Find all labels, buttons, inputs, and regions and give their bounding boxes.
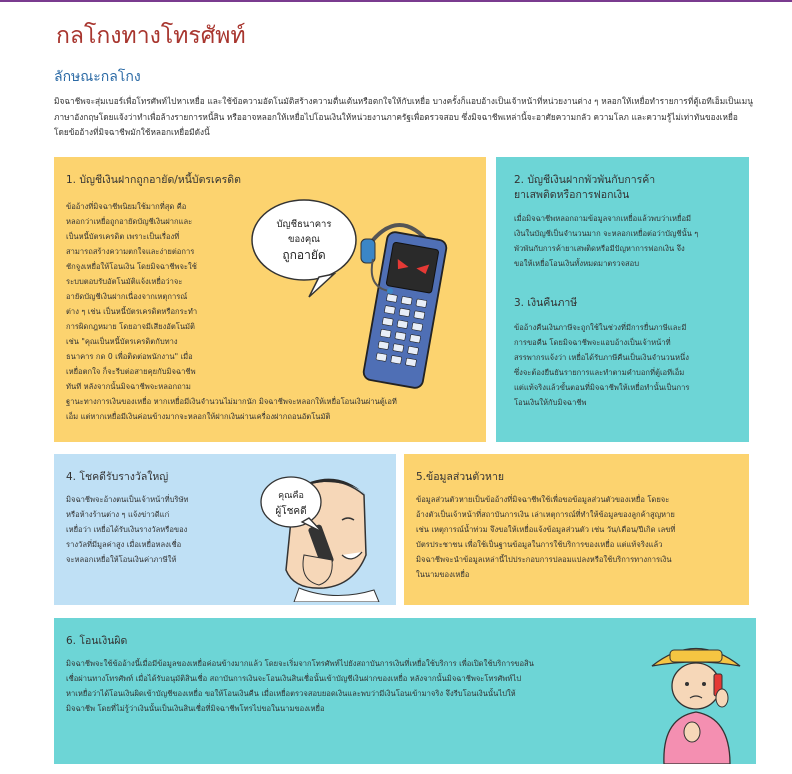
card-personal-data [404,454,749,605]
text-line: เมื่อมิจฉาชีพหลอกถามข้อมูลจากเหยื่อแล้วพบว่าเหยื่อมี [514,214,692,223]
text-line: ในนามของเหยื่อ [416,570,470,579]
text-line: มิจฉาชีพจะใช้ข้ออ้างนี้เมื่อมีข้อมูลของเหยื่อค่อนข้างมากแล้ว โดยจะเริ่มจากโทรศัพท์ไปยังสถาบันการเงินที่เหยื่อใช้บริการ เพื่อเปิดใช้บริการขอสิน [66,659,534,668]
text-line: ข้ออ้างที่มิจฉาชีพนิยมใช้มากที่สุด คือ [66,202,187,211]
card-body [66,199,266,394]
card-body [66,656,651,716]
card-frozen-account [54,157,486,442]
text-line: โอนเงินให้กับมิจฉาชีพ [514,398,587,407]
text-line: เหยื่อตกใจ ก็จะรีบต่อสายคุยกับมิจฉาชีพ [66,367,196,376]
bubble-line: ถูกอายัด [282,248,326,262]
card-wrong-transfer [54,618,756,764]
text-line: มิจฉาชีพจะอ้างตนเป็นเจ้าหน้าที่บริษัท [66,495,189,504]
card-title: 6. โอนเงินผิด [66,635,128,647]
card-title: 4. โชคดีรับรางวัลใหญ่ [66,471,169,483]
intro-paragraph: มิจฉาชีพจะสุ่มเบอร์เพื่อโทรศัพท์ไปหาเหยื่อ และใช้ข้อความอัตโนมัติสร้างความตื่นเต้นหรือตกใจให้กับเหยื่อ บางครั้งก็แอบอ้างเป็นเจ้าหน้าที่หน่วยงานต่าง ๆ หลอกให้เหยื่อทำรายการที่ตู้เอทีเอ็มเป็นเมนูภาษาอังกฤษโดยแจ้งว่าทำเพื่อล้างรายการหนี้สิน หรืออาจหลอกให้เหยื่อไปโอนเงินให้หน่วยงานภาครัฐเพื่อตรวจสอบ ซึ่งมิจฉาชีพเหล่านี้จะอาศัยความกลัว ความโลภ และความรู้ไม่เท่าทันของเหยื่อ โดยข้ออ้างที่มิจฉาชีพมักใช้หลอกเหยื่อมีดังนี้ [54,96,753,137]
page-title: กลโกงทางโทรศัพท์ [56,23,246,49]
text-line: แต่แท้จริงแล้วขั้นตอนที่มิจฉาชีพให้เหยื่อทำนั้นเป็นการ [514,383,690,392]
text-line: เงินในบัญชีเป็นจำนวนมาก จะหลอกเหยื่อต่อว่าบัญชีนั้น ๆ [514,229,699,238]
text-line: เช่น เหตุการณ์น้ำท่วม จึงขอให้เหยื่อแจ้งข้อมูลส่วนตัว เช่น วัน/เดือน/ปีเกิด เลขที่ [416,525,676,534]
text-line: ทันที หลังจากนั้นมิจฉาชีพจะหลอกถาม [66,382,191,391]
card-title: 3. เงินคืนภาษี [514,297,578,309]
text-line: ซึ่งจะต้องยืนยันรายการและทำตามคำบอกที่ตู้เอทีเอ็ม [514,368,685,377]
text-line: สรรพากรแจ้งว่า เหยื่อได้รับภาษีคืนเป็นเงินจำนวนหนึ่ง [514,353,689,362]
card-title [514,173,655,203]
text-line: ชักจูงเหยื่อให้โอนเงิน โดยมิจฉาชีพจะใช้ [66,262,197,271]
text-line: มิจฉาชีพจะนำข้อมูลเหล่านี้ไปประกอบการปลอมแปลงหรือใช้บริการทางการเงิน [416,555,672,564]
bubble-line: ของคุณ [287,234,321,245]
worried-woman-phone-illustration [642,636,750,764]
bubble-line: ผู้โชคดี [275,506,307,517]
text-line: ขอให้เหยื่อโอนเงินทั้งหมดมาตรวจสอบ [514,259,640,268]
text-line: หรือห้างร้านต่าง ๆ แจ้งข่าวดีแก่ [66,510,170,519]
text-line: ธนาคาร กด 0 เพื่อติดต่อพนักงาน" เมื่อ [66,352,193,361]
text-line: อายัดบัญชีเงินฝากเนื่องจากเหตุการณ์ [66,292,188,301]
card-body-tail [66,394,481,424]
card-body [514,211,744,271]
card-title: 1. บัญชีเงินฝากถูกอายัด/หนี้บัตรเครดิต [66,174,241,186]
scam-phone-illustration [249,197,474,392]
text-line: อ้างตัวเป็นเจ้าหน้าที่สถาบันการเงิน เล่าเหตุการณ์ที่ทำให้ข้อมูลของลูกค้าสูญหาย [416,510,675,519]
card-body [514,320,744,410]
text-line: เหยื่อว่า เหยื่อได้รับเงินรางวัลหรือของ [66,525,188,534]
text-line: การขอคืน โดยมิจฉาชีพจะแอบอ้างเป็นเจ้าหน้าที่ [514,338,671,347]
card-body [416,492,746,582]
text-line: เป็นหนี้บัตรเครดิต เพราะเป็นเรื่องที่ [66,232,180,241]
card-title: 5.ข้อมูลส่วนตัวหาย [416,471,505,483]
card-prize [54,454,396,605]
text-line: การผิดกฎหมาย โดยอาจมีเสียงอัตโนมัติ [66,322,195,331]
text-line: หลอกว่าเหยื่อถูกอายัดบัญชีเงินฝากและ [66,217,193,226]
title-line: ยาเสพติดหรือการฟอกเงิน [514,189,630,201]
card-body [66,492,241,567]
text-line: จะหลอกเหยื่อให้โอนเงินค่าภาษีให้ [66,555,177,564]
bubble-line: คุณคือ [278,491,304,501]
text-line: พัวพันกับการค้ายาเสพติดหรือมีปัญหาการฟอกเงิน จึง [514,244,685,253]
text-line: ระบบตอบรับอัตโนมัติแจ้งเหยื่อว่าจะ [66,277,183,286]
card-drug-laundering-tax [496,157,749,442]
section-title: ลักษณะกลโกง [54,69,141,85]
text-line: ฐานะทางการเงินของเหยื่อ หากเหยื่อมีเงินจำนวนไม่มากนัก มิจฉาชีพจะหลอกให้เหยื่อโอนเงินผ่านตู้เอที [66,397,397,406]
text-line: เชื่อผ่านทางโทรศัพท์ เมื่อได้รับอนุมัติสินเชื่อ สถาบันการเงินจะโอนเงินสินเชื่อนั้นเข้าบัญชีเงินฝากของเหยื่อ หลังจากนั้นมิจฉาชีพจะโทรศัพท์ไป [66,674,522,683]
top-border [0,0,792,2]
text-line: บัตรประชาชน เพื่อใช้เป็นฐานข้อมูลในการใช้บริการของเหยื่อ แต่แท้จริงแล้ว [416,540,663,549]
text-line: หาเหยื่อว่าได้โอนเงินผิดเข้าบัญชีของเหยื่อ ขอให้โอนเงินคืน เมื่อเหยื่อตรวจสอบยอดเงินและพบว่ามีเงินโอนเข้ามาจริง จึงรีบโอนเงินนั้นไปให้ [66,689,516,698]
text-line: สามารถสร้างความตกใจและง่ายต่อการ [66,247,195,256]
bubble-line: บัญชีธนาคาร [276,219,332,230]
text-line: เช่น "คุณเป็นหนี้บัตรเครดิตกับทาง [66,337,178,346]
text-line: มิจฉาชีพ โดยที่ไม่รู้ว่าเงินนั้นเป็นเงินสินเชื่อที่มิจฉาชีพโทรไปขอในนามของเหยื่อ [66,704,325,713]
text-line: ข้อมูลส่วนตัวหายเป็นข้ออ้างที่มิจฉาชีพใช้เพื่อขอข้อมูลส่วนตัวของเหยื่อ โดยจะ [416,495,670,504]
title-line: 2. บัญชีเงินฝากพัวพันกับการค้า [514,174,656,186]
text-line: รางวัลที่มีมูลค่าสูง เมื่อเหยื่อหลงเชื่อ [66,540,182,549]
text-line: ต่าง ๆ เช่น เป็นหนี้บัตรเครดิตหรือกระทำ [66,307,198,316]
text-line: ข้ออ้างคืนเงินภาษีจะถูกใช้ในช่วงที่มีการยื่นภาษีและมี [514,323,687,332]
text-line: เอ็ม แต่หากเหยื่อมีเงินค่อนข้างมากจะหลอกให้ฝากเงินผ่านเครื่องฝากถอนอัตโนมัติ [66,412,331,421]
happy-man-phone-illustration [254,460,394,602]
